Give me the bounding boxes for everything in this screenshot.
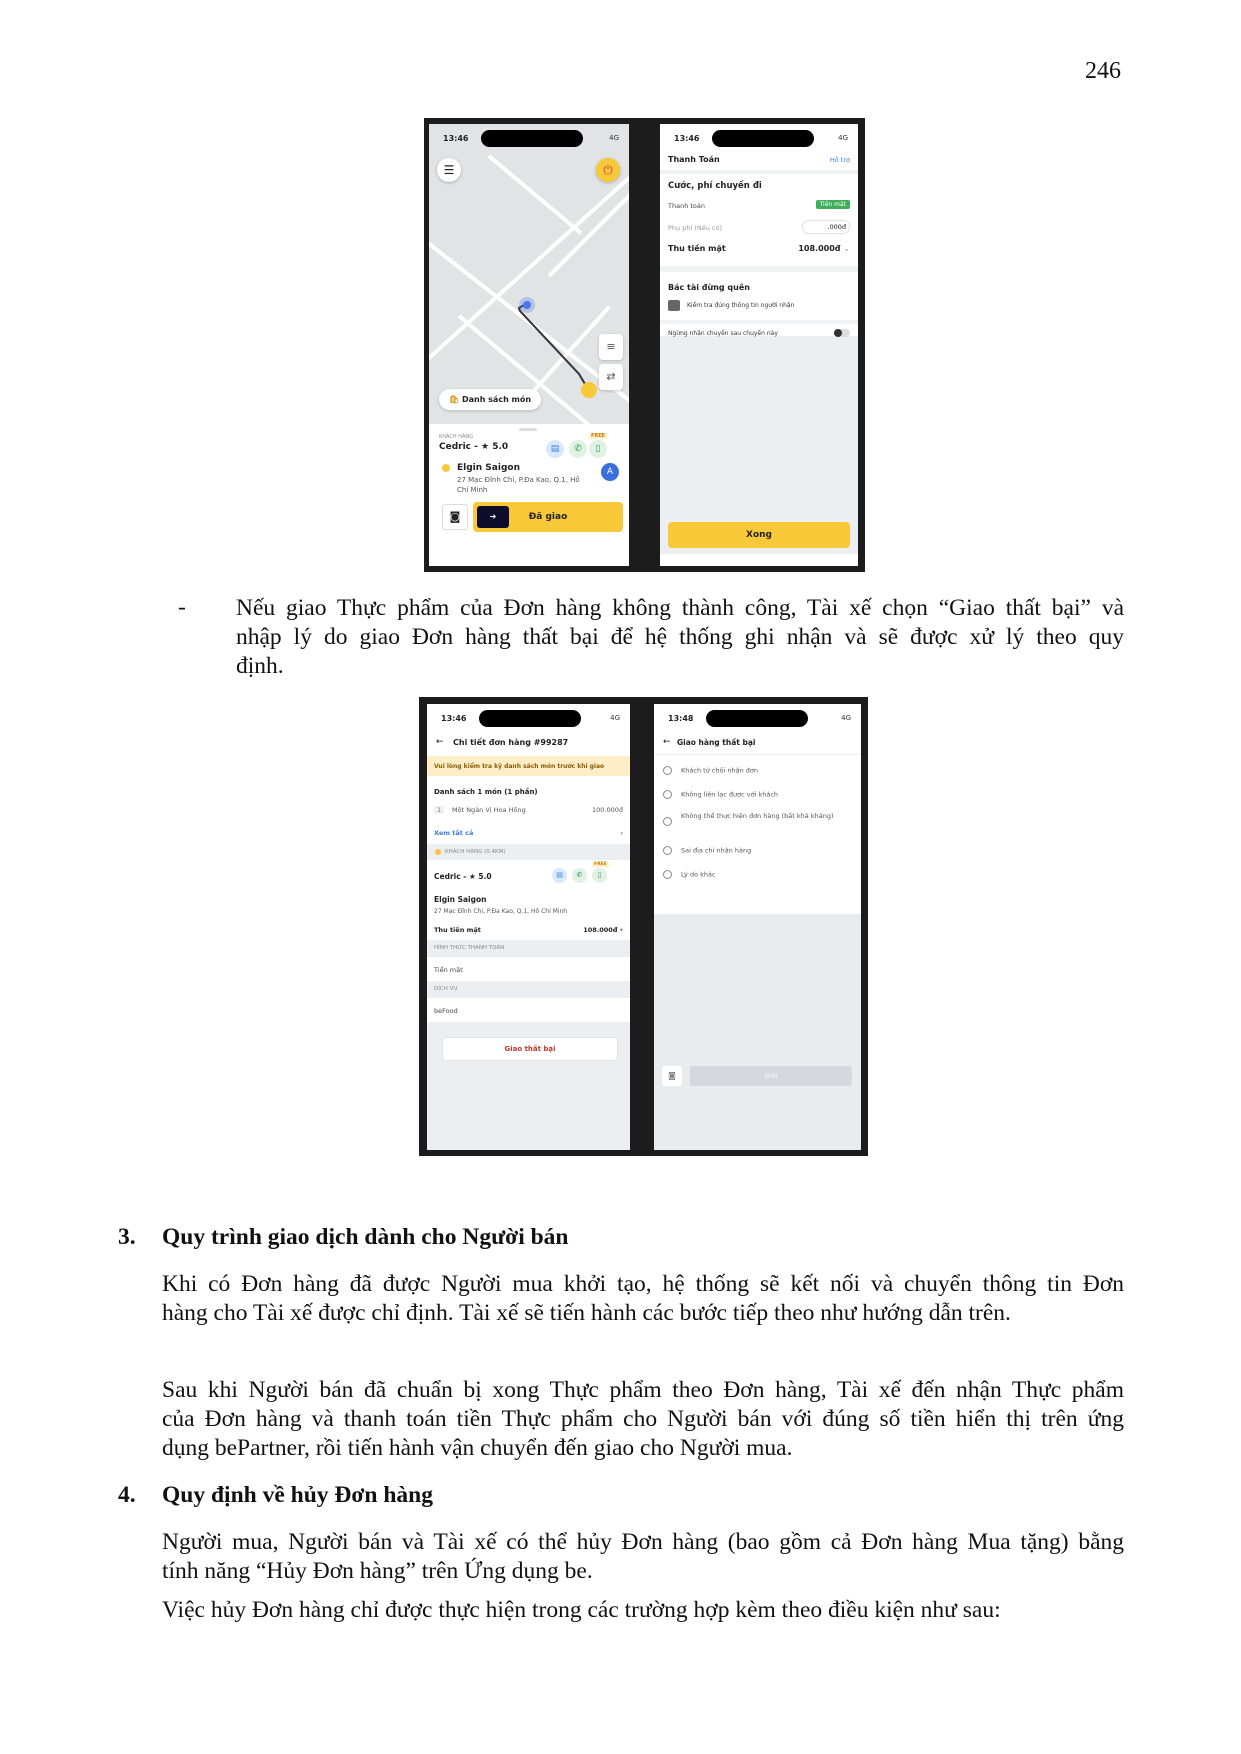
reminder-item: Kiểm tra đúng thông tin người nhận [687,302,795,309]
place-name: Elgin Saigon [457,463,520,473]
payment-method: Tiền mặt [434,966,463,974]
radio-icon [663,790,672,799]
status-bar: 13:46 4G [660,124,858,152]
screenshot-pair-1 [424,118,865,572]
dish-list-title: Danh sách 1 món (1 phần) [434,788,538,796]
payment-method-header: HÌNH THỨC THANH TOÁN [434,945,505,951]
radio-icon [663,817,672,826]
place-name: Elgin Saigon [434,895,487,904]
power-icon[interactable]: ⏻ [596,158,620,182]
chevron-right-icon: › [620,829,623,837]
phone-icon[interactable]: ✆ [572,868,587,883]
status-bar: 13:46 4G [429,124,629,152]
section-title: Cước, phí chuyến đi [668,181,762,191]
reason-option[interactable]: Khách từ chối nhận đơn [663,766,758,775]
warning-banner: Vui lòng kiểm tra kỹ danh sách món trước khi giao [427,756,630,776]
section-4-paragraph-2: Việc hủy Đơn hàng chỉ được thực hiện trong các trường hợp kèm theo điều kiện như sau: [162,1597,1001,1623]
free-badge: FREE [591,433,606,439]
section-4-heading: 4. Quy định về hủy Đơn hàng [118,1482,433,1508]
reason-option[interactable]: Lý do khác [663,870,716,879]
bullet-marker: - [178,594,186,620]
cash-value[interactable]: 108.000đ ▾ [583,926,623,934]
camera-icon: ◙ [449,510,461,523]
traffic-icon[interactable]: ≡ [599,334,623,360]
location-pin-icon [435,849,441,855]
service-header: DỊCH VỤ [434,986,458,992]
surcharge-label: Phụ phí (Nếu có) [668,224,723,232]
screen-title: Thanh Toán [668,155,720,164]
place-address: 27 Mạc Đĩnh Chi, P.Đa Kao, Q.1, Hồ Chí Minh [434,908,568,915]
delivery-failed-screen [654,704,861,1150]
order-detail-screen [427,704,630,1150]
stop-label: Ngừng nhận chuyến sau chuyến này [668,330,778,337]
item-qty: 1 [434,806,444,814]
section-3-heading: 3. Quy trình giao dịch dành cho Người bán [118,1224,569,1250]
cash-value[interactable]: 108.000đ ⌄ [798,244,850,253]
status-bar: 13:46 4G [427,704,630,732]
section-4-paragraph-1: Người mua, Người bán và Tài xế có thể hủy Đơn hàng (bao gồm cả Đơn hàng Mua tặng) bằng tính năng “Hủy Đơn hàng” trên Ứng dụng be. [162,1529,1124,1584]
map-screen [429,124,629,566]
submit-button[interactable]: Gửi [690,1066,852,1086]
fail-delivery-button[interactable]: Giao thất bại [442,1037,618,1061]
delivered-button[interactable]: ➜ Đã giao [473,502,623,532]
section-3-paragraph-1: Khi có Đơn hàng đã được Người mua khởi tạo, hệ thống sẽ kết nối và chuyển thông tin Đơn hàng cho Tài xế được chỉ định. Tài xế sẽ tiến hành các bước tiếp theo như hướng dẫn trên. [162,1271,1124,1326]
chat-icon[interactable]: ▤ [552,868,567,883]
radio-icon [663,846,672,855]
customer-name: Cedric - ★ 5.0 [439,442,509,452]
done-button[interactable]: Xong [668,522,850,548]
payment-label: Thanh toán [668,202,706,210]
chat-icon[interactable]: ▤ [546,440,564,458]
see-all-link[interactable]: Xem tất cả › [434,829,623,837]
customer-label: KHÁCH HÀNG [439,434,474,440]
screen-title: Chi tiết đơn hàng #99287 [453,738,569,747]
caret-down-icon: ▾ [619,926,623,934]
customer-name: Cedric - ★ 5.0 [434,872,492,881]
swipe-icon: ➜ [477,506,509,528]
screenshot-pair-2 [419,697,868,1156]
app-call-icon[interactable]: ▯ [589,440,607,458]
cash-badge: Tiền mặt [816,200,850,209]
cash-label: Thu tiền mặt [668,244,726,253]
payment-screen [660,124,858,566]
back-arrow-icon[interactable]: ← [663,737,671,747]
support-link[interactable]: Hỗ trợ [829,156,850,164]
camera-button[interactable] [662,1066,682,1086]
route-icon[interactable]: ⇄ [599,364,623,390]
driver-location-dot [523,301,531,309]
reminder-title: Bác tài đừng quên [668,283,750,292]
status-bar: 13:48 4G [654,704,861,732]
chevron-down-icon: ⌄ [843,244,850,253]
camera-icon: ◙ [668,1071,676,1080]
free-badge: FREE [594,862,607,867]
hamburger-icon[interactable]: ☰ [437,158,461,182]
avatar: A [601,463,619,481]
app-call-icon[interactable]: ▯ [592,868,607,883]
customer-header: KHÁCH HÀNG (0.4KM) [445,849,506,855]
page-number: 246 [1085,58,1121,84]
screen-title: Giao hàng thất bại [677,738,756,747]
place-address: 27 Mạc Đĩnh Chi, P.Đa Kao, Q.1, Hồ Chí Minh [457,476,580,494]
item-price: 100.000đ [591,806,623,814]
bullet-paragraph: Nếu giao Thực phẩm của Đơn hàng không thành công, Tài xế chọn “Giao thất bại” và nhập lý do giao Đơn hàng thất bại để hệ thống ghi nhận và sẽ được xử lý theo quy định. [236,595,1124,679]
camera-button[interactable] [442,504,468,530]
destination-pin [581,382,597,398]
item-name: Một Ngàn Vị Hoa Hồng [452,806,526,814]
reason-option[interactable]: Không thể thực hiện đơn hàng (bất khả kháng) [663,812,843,821]
map-view[interactable] [429,124,629,424]
dish-list-button[interactable]: 🛍 Danh sách món [439,389,541,410]
section-3-paragraph-2: Sau khi Người bán đã chuẩn bị xong Thực phẩm theo Đơn hàng, Tài xế đến nhận Thực phẩm của Đơn hàng và thanh toán tiền Thực phẩm cho Người bán với đúng số tiền hiển thị trên ứng dụng bePartner, rồi tiến hành vận chuyển đến giao cho Người mua. [162,1377,1124,1461]
bag-icon: 🛍 [449,395,460,404]
back-arrow-icon[interactable]: ← [436,737,444,747]
radio-icon [663,766,672,775]
id-card-icon [668,300,680,311]
location-pin-icon [442,464,450,472]
service: beFood [434,1007,458,1015]
surcharge-input[interactable]: .000đ [802,220,850,234]
reason-option[interactable]: Không liên lạc được với khách [663,790,778,799]
stop-toggle[interactable] [834,329,850,337]
reason-option[interactable]: Sai địa chỉ nhận hàng [663,846,751,855]
radio-icon [663,870,672,879]
phone-icon[interactable]: ✆ [569,440,587,458]
cash-label: Thu tiền mặt [434,926,481,934]
